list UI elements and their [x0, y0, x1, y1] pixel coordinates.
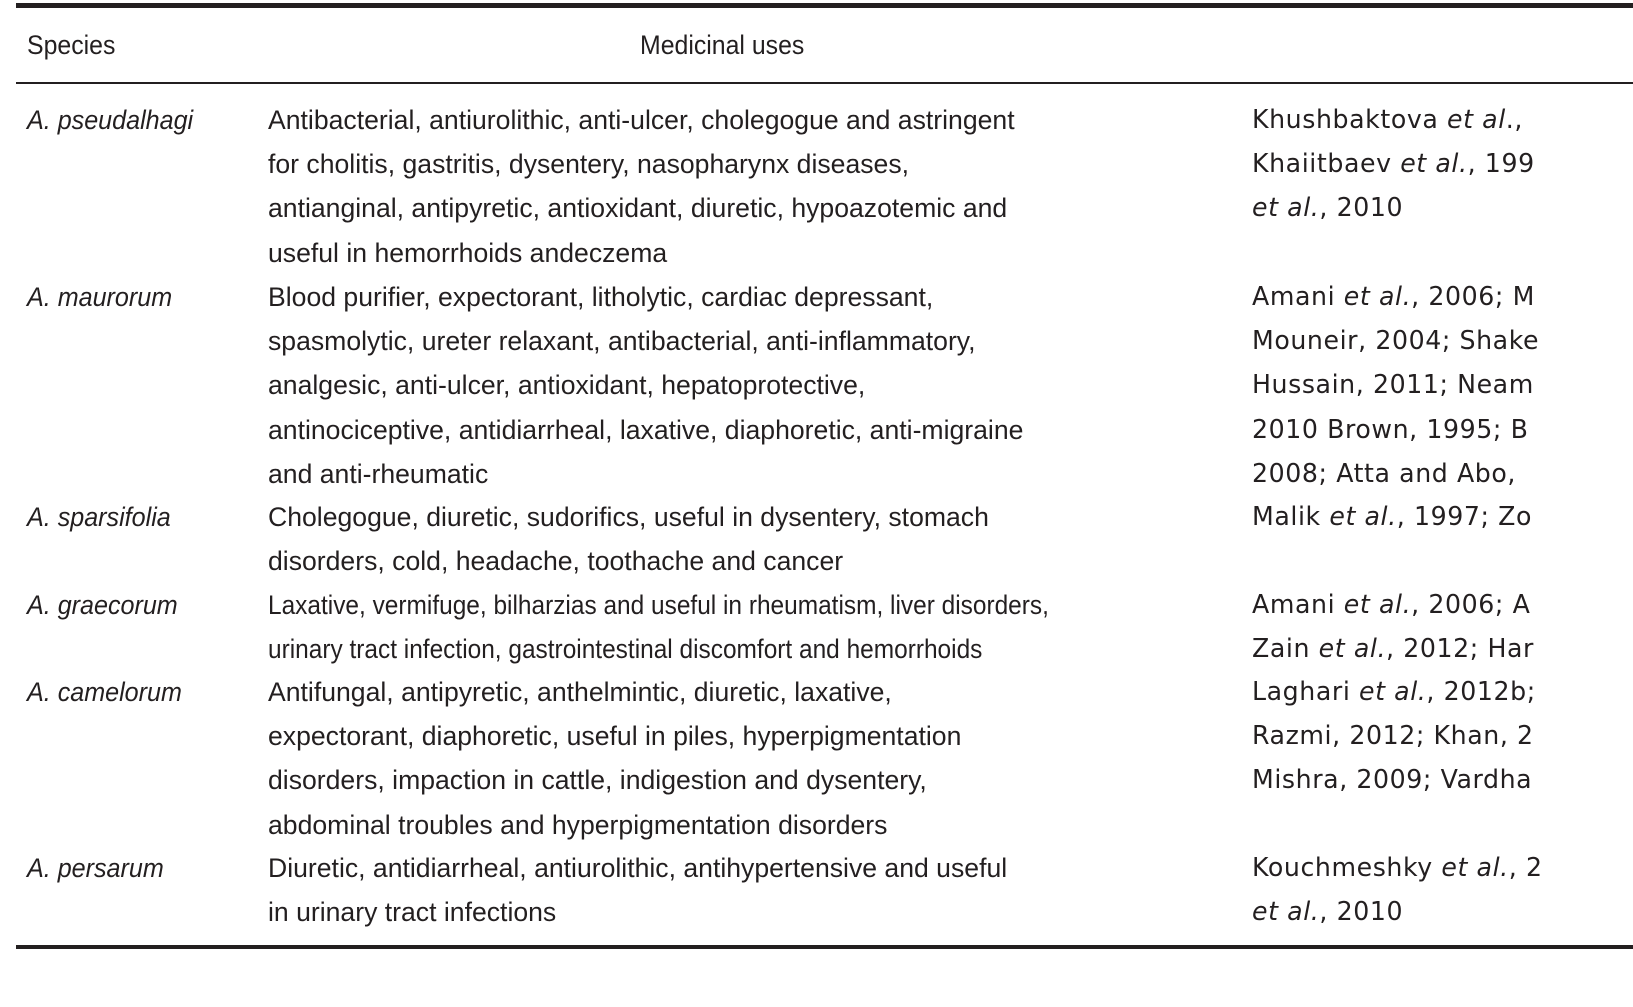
medicinal-uses-line: antianginal, antipyretic, antioxidant, diuretic, hypoazotemic and	[268, 193, 1008, 224]
reference-line	[1252, 846, 1543, 890]
reference-line	[1252, 408, 1539, 452]
medicinal-uses-cell	[268, 495, 989, 583]
reference-text: Hussain, 2011; Neam	[1252, 370, 1534, 401]
medicinal-uses-line: Diuretic, antidiarrheal, antiurolithic, antihypertensive and useful	[268, 853, 1008, 883]
reference-text: , 2012; Har	[1386, 634, 1534, 665]
species-name: A. graecorum	[27, 590, 178, 620]
species-name: A. camelorum	[27, 677, 182, 707]
reference-text: 2008; Atta and Abo,	[1252, 458, 1516, 489]
reference-line	[1252, 890, 1543, 934]
reference-text: Khushbaktova	[1252, 105, 1447, 135]
reference-line	[1252, 714, 1536, 758]
medicinal-uses-line: and anti-rheumatic	[268, 458, 489, 489]
species-name: A. sparsifolia	[27, 502, 171, 532]
reference-text: Khaiitbaev	[1252, 149, 1401, 180]
medicinal-uses-line: antinociceptive, antidiarrheal, laxative, diaphoretic, anti-migraine	[268, 414, 1024, 445]
reference-italic-text: et al.	[1400, 149, 1468, 180]
reference-text: Malik	[1252, 502, 1330, 532]
species-name: A. maurorum	[27, 282, 173, 312]
column-header-species: Species	[27, 30, 116, 60]
reference-italic-text: et al.	[1252, 897, 1320, 928]
reference-text: , 2010	[1319, 897, 1404, 928]
reference-italic-text: et al.	[1343, 282, 1412, 312]
medicinal-uses-line: expectorant, diaphoretic, useful in piles, hyperpigmentation	[268, 721, 962, 752]
references-cell	[1252, 670, 1536, 803]
reference-line	[1252, 363, 1539, 407]
medicinal-uses-cell	[268, 846, 1007, 934]
medicinal-uses-line: urinary tract infection, gastrointestinal discomfort and hemorrhoids	[268, 634, 983, 665]
reference-text: Amani	[1252, 590, 1344, 620]
reference-line	[1252, 670, 1536, 714]
reference-text: , 199	[1467, 149, 1535, 180]
reference-line	[1252, 758, 1536, 802]
medicinal-uses-line: disorders, impaction in cattle, indigestion and dysentery,	[268, 765, 927, 796]
reference-line	[1252, 452, 1539, 496]
reference-italic-text: et al	[1446, 105, 1506, 135]
medicinal-uses-line: analgesic, anti-ulcer, antioxidant, hepatoprotective,	[268, 370, 866, 401]
medicinal-uses-line: useful in hemorrhoids andeczema	[268, 237, 668, 268]
medicinal-uses-line: Antifungal, antipyretic, anthelmintic, diuretic, laxative,	[268, 677, 892, 707]
reference-text: Kouchmeshky	[1252, 853, 1442, 883]
medicinal-uses-line: Antibacterial, antiurolithic, anti-ulcer, cholegogue and astringent	[268, 105, 1015, 135]
references-cell	[1252, 846, 1543, 934]
species-name: A. persarum	[27, 853, 164, 883]
medicinal-uses-line: Laxative, vermifuge, bilharzias and useful in rheumatism, liver disorders,	[268, 590, 1049, 620]
medicinal-uses-line: abdominal troubles and hyperpigmentation disorders	[268, 809, 888, 840]
reference-text: , 2006; A	[1411, 590, 1531, 620]
header-divider-rule	[16, 82, 1633, 84]
reference-line	[1252, 142, 1535, 186]
reference-line	[1252, 186, 1535, 230]
column-header-medicinal-uses: Medicinal uses	[640, 30, 805, 60]
reference-text: Mishra, 2009; Vardha	[1252, 765, 1533, 796]
reference-text: , 1997; Zo	[1396, 502, 1533, 532]
reference-text: .,	[1505, 105, 1523, 135]
reference-text: Amani	[1252, 282, 1344, 312]
medicinal-uses-cell	[268, 98, 1015, 275]
reference-line	[1252, 319, 1539, 363]
reference-line	[1252, 275, 1539, 319]
medicinal-uses-line: in urinary tract infections	[268, 897, 557, 928]
medicinal-uses-cell	[268, 583, 1049, 671]
medicinal-uses-line: for cholitis, gastritis, dysentery, nasopharynx diseases,	[268, 149, 910, 180]
references-cell	[1252, 275, 1539, 496]
references-cell	[1252, 495, 1532, 539]
reference-text: 2010 Brown, 1995; B	[1252, 414, 1529, 445]
reference-italic-text: et al.	[1441, 853, 1509, 883]
medicinal-uses-line: spasmolytic, ureter relaxant, antibacterial, anti-inflammatory,	[268, 326, 976, 357]
references-cell	[1252, 98, 1535, 231]
reference-text: , 2012b;	[1426, 677, 1536, 707]
reference-text: Razmi, 2012; Khan, 2	[1252, 721, 1534, 752]
medicinal-uses-line: disorders, cold, headache, toothache and cancer	[268, 546, 844, 577]
medicinal-uses-cell	[268, 670, 961, 847]
reference-line	[1252, 98, 1535, 142]
medicinal-uses-line: Cholegogue, diuretic, sudorifics, useful in dysentery, stomach	[268, 502, 989, 532]
reference-italic-text: et al.	[1318, 634, 1387, 665]
medicinal-uses-line: Blood purifier, expectorant, litholytic, cardiac depressant,	[268, 282, 934, 312]
reference-italic-text: et al.	[1343, 590, 1412, 620]
reference-italic-text: et al.	[1329, 502, 1397, 532]
reference-text: , 2006; M	[1411, 282, 1535, 312]
medicinal-uses-cell	[268, 275, 1023, 496]
table-top-rule	[16, 3, 1633, 8]
species-name: A. pseudalhagi	[27, 105, 194, 135]
table-bottom-rule	[16, 945, 1633, 949]
reference-text: , 2	[1508, 853, 1543, 883]
reference-italic-text: et al.	[1359, 677, 1427, 707]
reference-line	[1252, 627, 1534, 671]
references-cell	[1252, 583, 1534, 671]
reference-text: Laghari	[1252, 677, 1360, 707]
reference-text: Mouneir, 2004; Shake	[1252, 326, 1540, 357]
reference-text: , 2010	[1319, 193, 1404, 224]
reference-text: Zain	[1252, 634, 1319, 665]
reference-line	[1252, 495, 1532, 539]
reference-line	[1252, 583, 1534, 627]
reference-italic-text: et al.	[1252, 193, 1320, 224]
